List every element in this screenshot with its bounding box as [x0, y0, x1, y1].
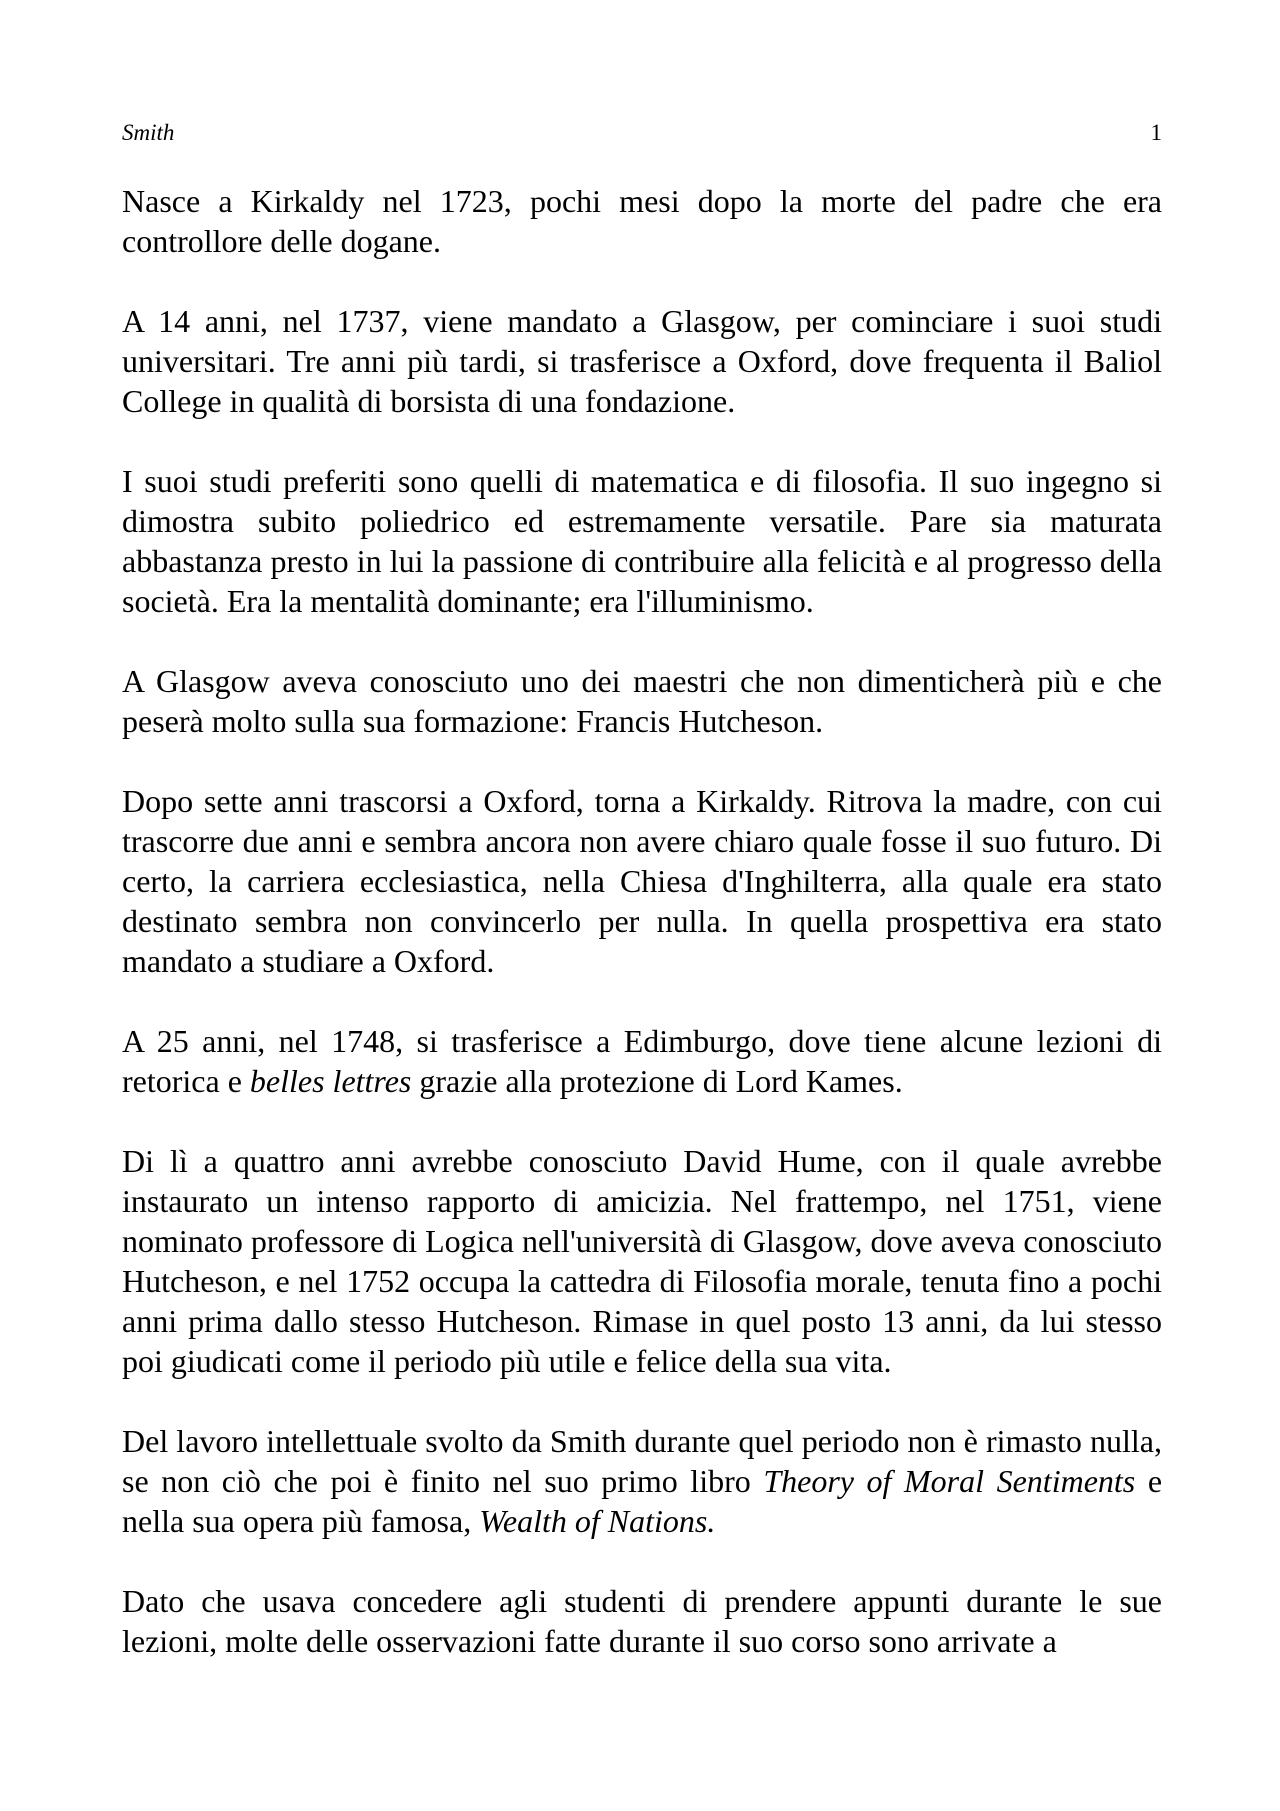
paragraph: A Glasgow aveva conosciuto uno dei maestri che non dimenticherà più e che peserà molto sulla sua formazione: Francis Hutcheson.	[122, 663, 1162, 739]
paragraph-text: grazie alla protezione di Lord Kames.	[411, 1063, 903, 1099]
page-number: 1	[1150, 120, 1162, 145]
paragraph: Di lì a quattro anni avrebbe conosciuto David Hume, con il quale avrebbe instaurato un intenso rapporto di amicizia. Nel frattempo, nel 1751, viene nominato professore di Logica nell'università di Glasgow, dove aveva conosciuto Hutcheson, e nel 1752 occupa la cattedra di Filosofia morale, tenuta fino a pochi anni prima dallo stesso Hutcheson. Rimase in quel posto 13 anni, da lui stesso poi giudicati come il periodo più utile e felice della sua vita.	[122, 1143, 1162, 1379]
running-header	[122, 120, 1162, 150]
paragraph: Dopo sette anni trascorsi a Oxford, torna a Kirkaldy. Ritrova la madre, con cui trascorre due anni e sembra ancora non avere chiaro quale fosse il suo futuro. Di certo, la carriera ecclesiastica, nella Chiesa d'Inghilterra, alla quale era stato destinato sembra non convincerlo per nulla. In quella prospettiva era stato mandato a studiare a Oxford.	[122, 783, 1162, 979]
paragraph-text: e nella sua opera più famosa,	[122, 1463, 1163, 1539]
paragraph	[122, 1021, 1162, 1101]
italic-term: belles lettres	[249, 1063, 412, 1099]
paragraph: I suoi studi preferiti sono quelli di matematica e di filosofia. Il suo ingegno si dimostra subito poliedrico ed estremamente versatile. Pare sia maturata abbastanza presto in lui la passione di contribuire alla felicità e al progresso della società. Era la mentalità dominante; era l'illuminismo.	[122, 463, 1162, 619]
paragraph	[122, 1421, 1162, 1541]
book-title: Theory of Moral Sentiments	[763, 1463, 1136, 1499]
paragraph: A 14 anni, nel 1737, viene mandato a Glasgow, per cominciare i suoi studi universitari. Tre anni più tardi, si trasferisce a Oxford, dove frequenta il Baliol College in qualità di borsista di una fondazione.	[122, 303, 1162, 419]
paragraph: Nasce a Kirkaldy nel 1723, pochi mesi dopo la morte del padre che era controllore delle dogane.	[122, 183, 1162, 259]
paragraph-text: A 25 anni, nel 1748, si trasferisce a Edimburgo, dove tiene alcune lezioni di retorica e	[122, 1023, 1162, 1099]
body-text	[122, 181, 1162, 1701]
paragraph: Dato che usava concedere agli studenti di prendere appunti durante le sue lezioni, molte delle osservazioni fatte durante il suo corso sono arrivate a	[122, 1583, 1162, 1659]
header-author: Smith	[122, 120, 175, 145]
paragraph-text: Del lavoro intellettuale svolto da Smith durante quel periodo non è rimasto nulla, se non ciò che poi è finito nel suo primo libro	[122, 1423, 1162, 1499]
book-title: Wealth of Nations.	[479, 1503, 716, 1539]
